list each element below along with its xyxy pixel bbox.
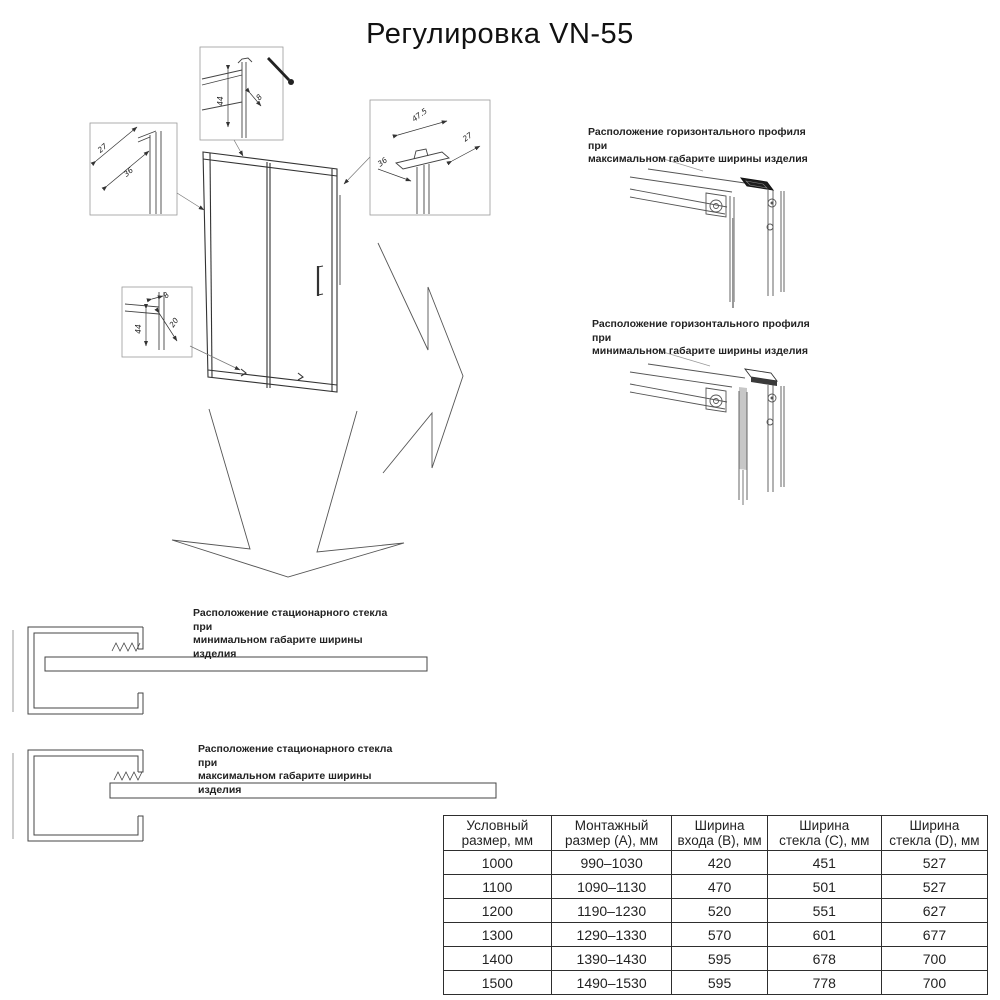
col-header-mounting-size: Монтажный размер (A), мм: [551, 816, 672, 851]
table-cell: 595: [672, 971, 767, 995]
label-line: Расположение горизонтального профиля при: [588, 126, 806, 152]
table-cell: 1190–1230: [551, 899, 672, 923]
table-cell: 1390–1430: [551, 947, 672, 971]
arrow-down: [172, 409, 404, 577]
table-body: [444, 851, 988, 995]
table-cell: 1000: [444, 851, 552, 875]
label-glass-min: [193, 607, 408, 661]
table-cell: 601: [767, 923, 881, 947]
table-cell: 470: [672, 875, 767, 899]
table-cell: 1300: [444, 923, 552, 947]
table-cell: 420: [672, 851, 767, 875]
table-cell: 700: [881, 947, 987, 971]
label-profile-max: [588, 126, 823, 167]
table-cell: 1200: [444, 899, 552, 923]
label-line: Расположение горизонтального профиля при: [592, 318, 810, 344]
detail-box-top-right: [344, 100, 490, 215]
page-title: Регулировка VN-55: [366, 18, 634, 50]
table-cell: 678: [767, 947, 881, 971]
dim-label: 47.5: [410, 106, 429, 124]
table-cell: 990–1030: [551, 851, 672, 875]
table-cell: 1290–1330: [551, 923, 672, 947]
col-header-entry-width: Ширина входа (B), мм: [672, 816, 767, 851]
label-line: максимальном габарите ширины изделия: [198, 770, 372, 796]
table-row: [444, 947, 988, 971]
table-cell: 1090–1130: [551, 875, 672, 899]
label-line: максимальном габарите ширины изделия: [588, 153, 808, 165]
dim-label: 27: [460, 130, 475, 144]
label-line: минимальном габарите ширины изделия: [592, 345, 808, 357]
table-header-row: [444, 816, 988, 851]
dim-label: 44: [216, 96, 225, 106]
table-cell: 700: [881, 971, 987, 995]
detail-box-top-middle: [200, 47, 294, 156]
dim-label: 8: [161, 290, 172, 301]
table-cell: 595: [672, 947, 767, 971]
label-profile-min: [592, 318, 827, 359]
gasket-seal: [114, 772, 142, 780]
label-line: Расположение стационарного стекла при: [193, 607, 388, 633]
col-header-nominal-size: Условный размер, мм: [444, 816, 552, 851]
profile-3d-min-drawing: [630, 364, 784, 505]
arrow-right: [378, 243, 463, 473]
bottom-guide-right: [298, 373, 303, 380]
col-header-glass-c-width: Ширина стекла (C), мм: [767, 816, 881, 851]
table-row: [444, 971, 988, 995]
detail-box-bottom-left: [122, 287, 240, 370]
table-cell: 501: [767, 875, 881, 899]
horizontal-profile-marker: [741, 178, 773, 190]
table-cell: 1500: [444, 971, 552, 995]
detail-box-top-left: [90, 123, 204, 215]
label-line: Расположение стационарного стекла при: [198, 743, 393, 769]
dimensions-table: [443, 815, 988, 995]
table-cell: 778: [767, 971, 881, 995]
dim-label: 36: [375, 155, 390, 169]
profile-3d-max-drawing: [630, 169, 784, 308]
door-handle: [318, 266, 323, 296]
table-cell: 520: [672, 899, 767, 923]
dim-label: 44: [134, 324, 143, 334]
table-cell: 527: [881, 875, 987, 899]
table-cell: 451: [767, 851, 881, 875]
table-row: [444, 923, 988, 947]
table-cell: 1490–1530: [551, 971, 672, 995]
glass-edge-shading: [739, 387, 747, 470]
table-cell: 1400: [444, 947, 552, 971]
dim-label: 20: [167, 316, 181, 330]
bottom-guide-left: [241, 369, 246, 376]
label-glass-max: [198, 743, 413, 797]
table-cell: 551: [767, 899, 881, 923]
table-cell: 570: [672, 923, 767, 947]
gasket-seal: [112, 643, 140, 651]
table-row: [444, 899, 988, 923]
table-row: [444, 875, 988, 899]
dim-label: 36: [121, 165, 135, 179]
table-cell: 1100: [444, 875, 552, 899]
adjustment-screw-icon: [268, 58, 294, 85]
col-header-glass-d-width: Ширина стекла (D), мм: [881, 816, 987, 851]
dim-label: 27: [95, 141, 109, 155]
table-cell: 677: [881, 923, 987, 947]
label-line: минимальном габарите ширины изделия: [193, 634, 363, 660]
door-drawing: [203, 152, 340, 392]
table-row: [444, 851, 988, 875]
table-cell: 527: [881, 851, 987, 875]
table-cell: 627: [881, 899, 987, 923]
dim-label: 8: [254, 92, 265, 103]
